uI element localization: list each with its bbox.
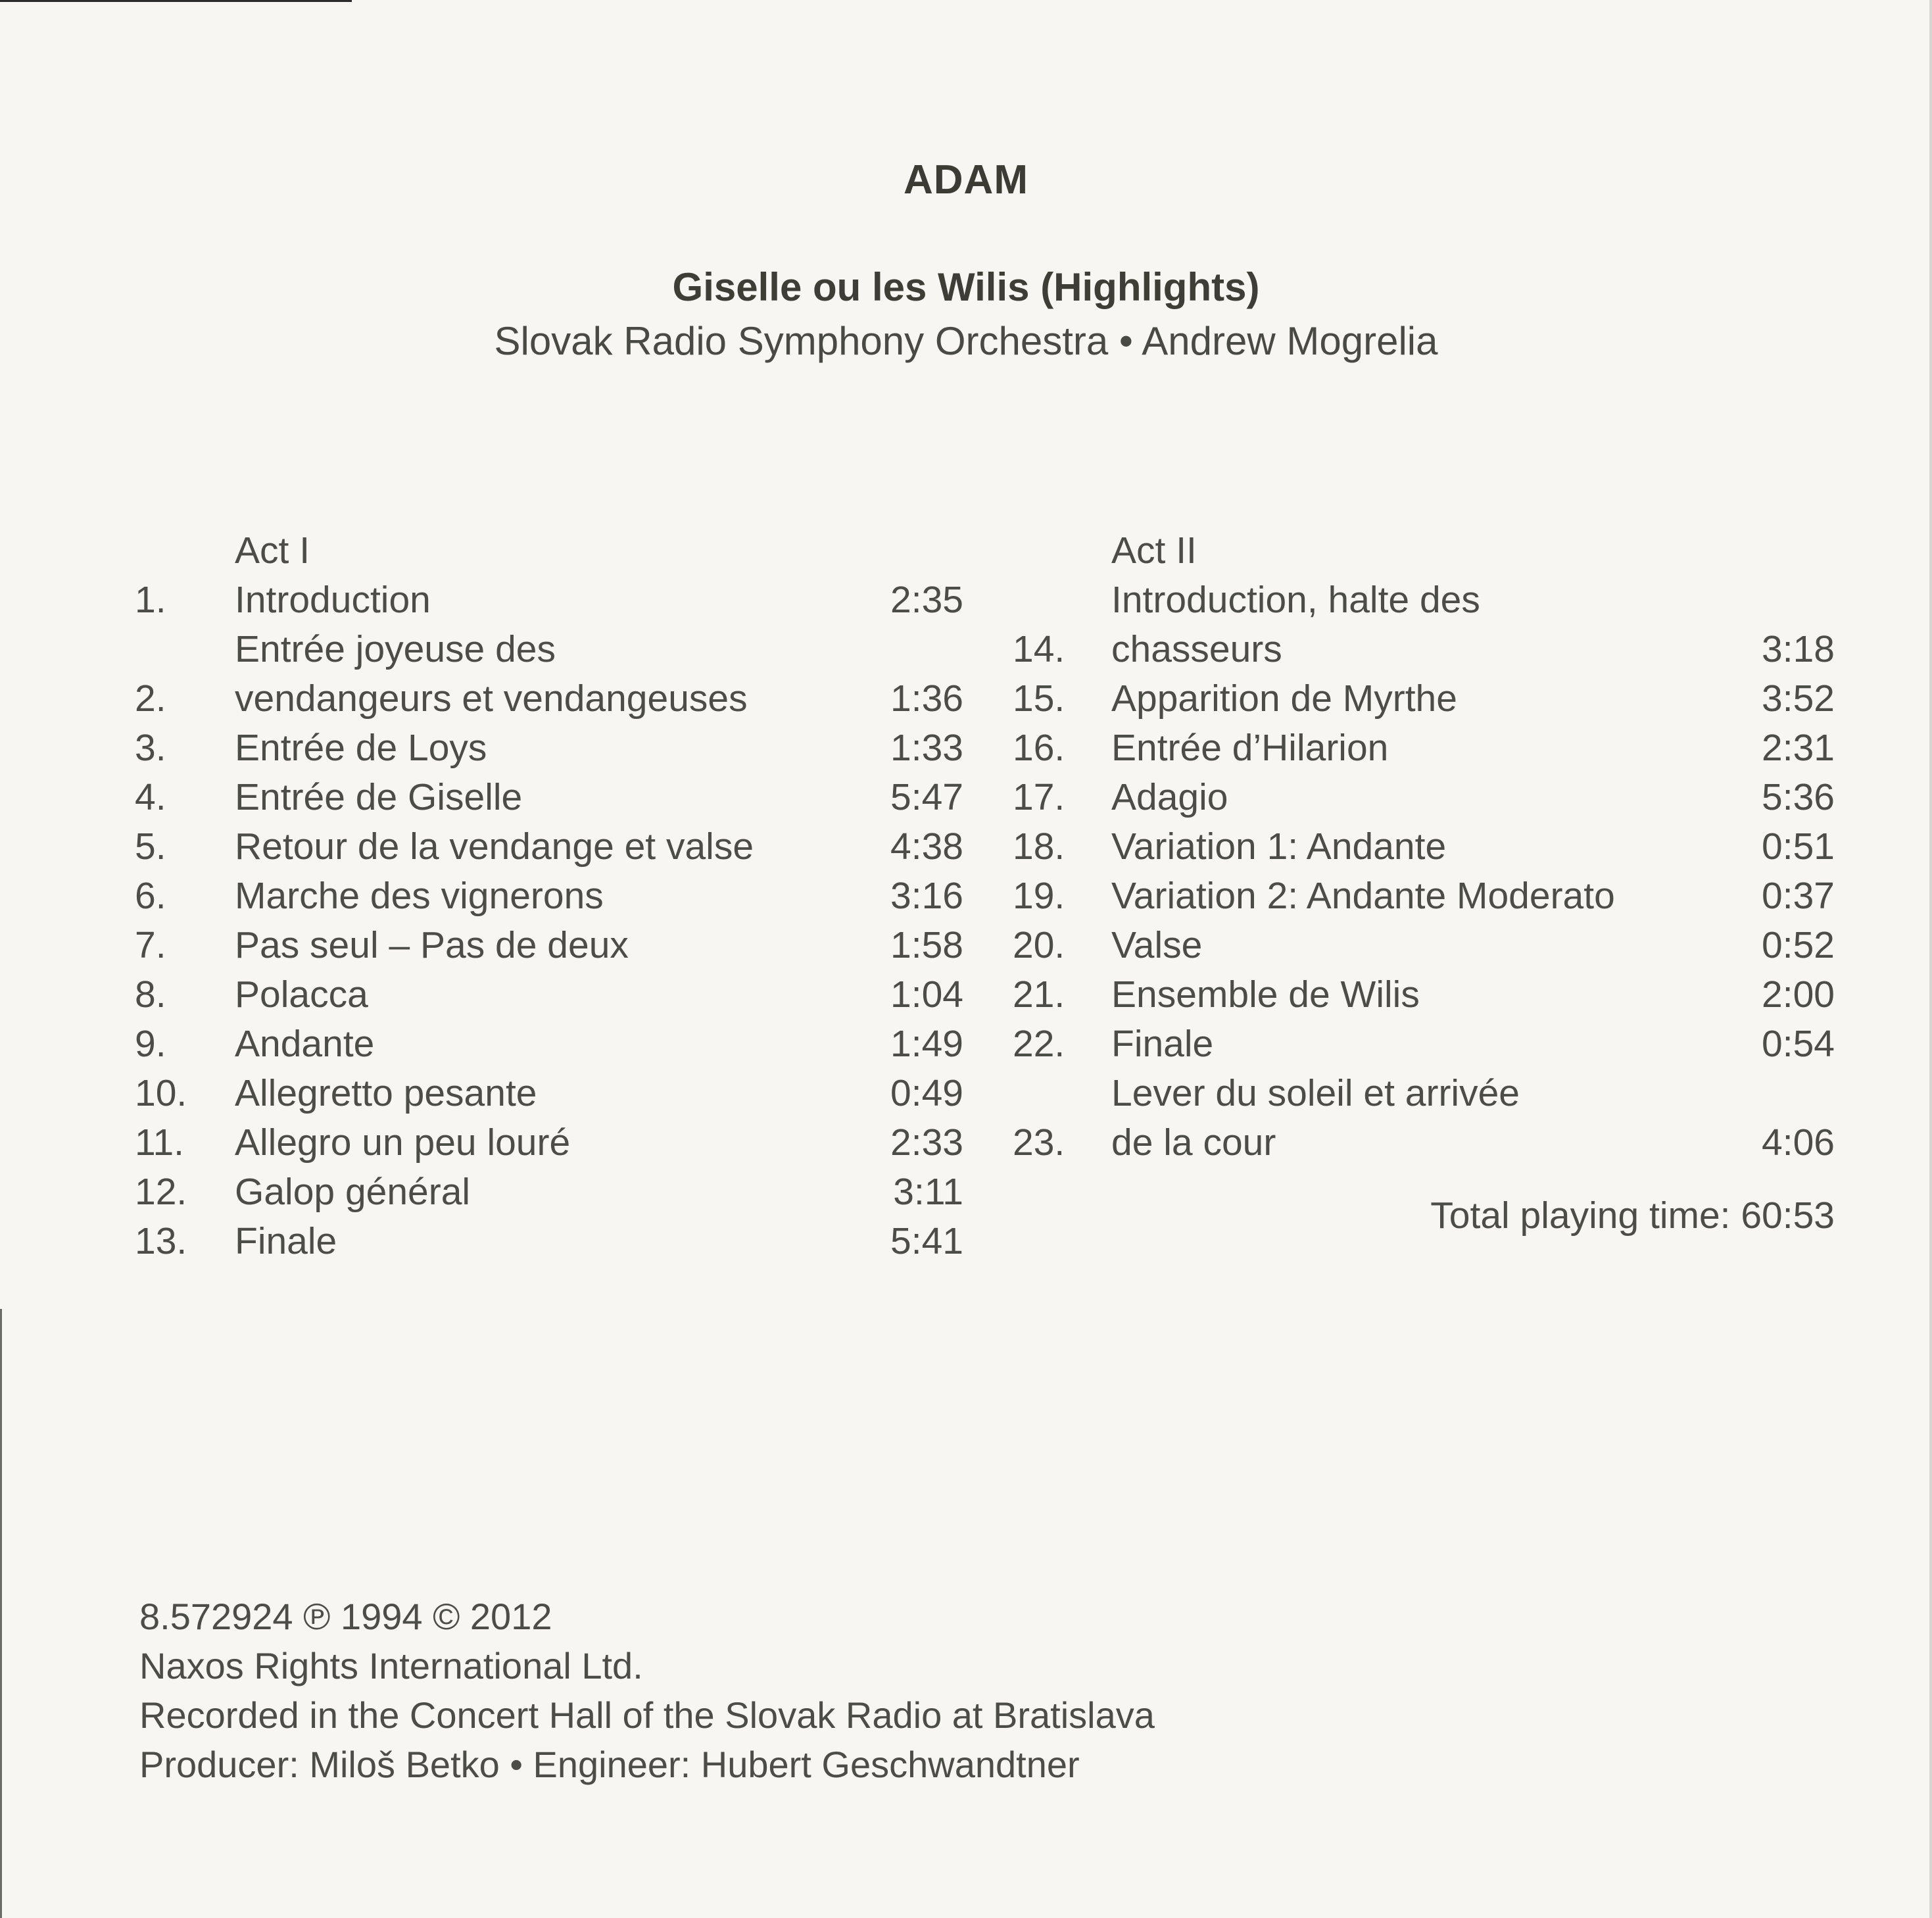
track-number: 9. (135, 1023, 166, 1065)
track-number: 7. (135, 924, 166, 966)
track-number: 4. (135, 776, 166, 818)
track-title-line: Entrée joyeuse des (235, 628, 556, 670)
track-title-line: Variation 2: Andante Moderato (1111, 875, 1615, 917)
track-title (235, 724, 852, 773)
track-title (235, 625, 852, 724)
track-number: 17. (1013, 776, 1065, 818)
track-title-line: Variation 1: Andante (1111, 825, 1447, 868)
track-duration: 1:58 (890, 924, 963, 966)
track-title (235, 822, 852, 872)
track-row (135, 773, 963, 822)
track-row (1013, 1020, 1835, 1069)
track-number: 16. (1013, 727, 1065, 769)
track-row (135, 1217, 963, 1266)
track-title (1111, 674, 1723, 724)
track-duration: 0:54 (1762, 1023, 1835, 1065)
track-row (1013, 872, 1835, 921)
track-row (135, 1168, 963, 1217)
track-number: 14. (1013, 628, 1065, 670)
track-duration: 4:06 (1762, 1121, 1835, 1164)
track-row (135, 970, 963, 1020)
track-title-line: Allegro un peu louré (235, 1121, 571, 1164)
track-duration: 2:35 (890, 579, 963, 621)
act-1-tracklist (135, 526, 963, 1266)
track-title (1111, 822, 1723, 872)
track-number: 12. (135, 1171, 187, 1213)
track-number: 19. (1013, 875, 1065, 917)
track-number: 5. (135, 825, 166, 868)
track-number: 18. (1013, 825, 1065, 868)
recording-location-line: Recorded in the Concert Hall of the Slovak Radio at Bratislava (139, 1694, 1155, 1736)
track-title (1111, 970, 1723, 1020)
track-title (235, 1069, 852, 1118)
track-row (135, 1020, 963, 1069)
performers-line: Slovak Radio Symphony Orchestra • Andrew Mogrelia (494, 319, 1438, 363)
track-row (1013, 674, 1835, 724)
track-row (135, 724, 963, 773)
track-duration: 4:38 (890, 825, 963, 868)
credits-block (139, 1592, 1155, 1789)
track-row (135, 822, 963, 872)
track-title (1111, 872, 1723, 921)
track-duration: 3:18 (1762, 628, 1835, 670)
track-duration: 2:33 (890, 1121, 963, 1164)
track-duration: 0:52 (1762, 924, 1835, 966)
track-title (235, 576, 852, 625)
track-title-line: Entrée de Loys (235, 727, 487, 769)
track-number: 21. (1013, 973, 1065, 1016)
track-title-line: Lever du soleil et arrivée (1111, 1072, 1520, 1114)
track-title-line: Polacca (235, 973, 368, 1016)
track-duration: 5:36 (1762, 776, 1835, 818)
track-duration: 0:51 (1762, 825, 1835, 868)
track-row (1013, 773, 1835, 822)
track-title (235, 1118, 852, 1168)
catalog-line: 8.572924 ℗ 1994 © 2012 (139, 1596, 552, 1637)
track-title (235, 970, 852, 1020)
track-title-line: Marche des vignerons (235, 875, 604, 917)
track-title-line: Valse (1111, 924, 1203, 966)
track-title-line: de la cour (1111, 1121, 1276, 1164)
producer-engineer-line: Producer: Miloš Betko • Engineer: Hubert Geschwandtner (139, 1744, 1080, 1785)
track-duration: 5:47 (890, 776, 963, 818)
act-1-heading: Act I (235, 529, 310, 572)
track-title-line: Introduction, halte des (1111, 579, 1480, 621)
track-title-line: Pas seul – Pas de deux (235, 924, 629, 966)
track-title (1111, 773, 1723, 822)
track-title-line: Finale (1111, 1023, 1214, 1065)
track-title-line: Ensemble de Wilis (1111, 973, 1420, 1016)
track-duration: 3:16 (890, 875, 963, 917)
track-row (1013, 921, 1835, 970)
track-duration: 3:11 (893, 1171, 963, 1213)
composer-title: ADAM (904, 157, 1028, 203)
track-title (1111, 921, 1723, 970)
track-duration: 1:36 (890, 677, 963, 720)
track-number: 15. (1013, 677, 1065, 720)
track-row (135, 576, 963, 625)
total-playing-time: Total playing time: 60:53 (1430, 1194, 1835, 1237)
track-duration: 1:49 (890, 1023, 963, 1065)
track-title-line: vendangeurs et vendangeuses (235, 677, 748, 720)
track-title-line: Galop général (235, 1171, 471, 1213)
work-title: Giselle ou les Wilis (Highlights) (672, 265, 1260, 309)
scan-edge-left (0, 1309, 2, 1918)
track-number: 10. (135, 1072, 187, 1114)
track-number: 1. (135, 579, 166, 621)
track-duration: 2:31 (1762, 727, 1835, 769)
track-duration: 3:52 (1762, 677, 1835, 720)
track-number: 3. (135, 727, 166, 769)
rights-line: Naxos Rights International Ltd. (139, 1645, 643, 1686)
track-duration: 0:49 (890, 1072, 963, 1114)
track-row (135, 625, 963, 724)
track-duration: 5:41 (890, 1220, 963, 1262)
track-title (235, 921, 852, 970)
track-title-line: chasseurs (1111, 628, 1282, 670)
track-row (135, 872, 963, 921)
track-duration: 1:33 (890, 727, 963, 769)
track-title (235, 872, 852, 921)
track-title (1111, 1069, 1723, 1168)
track-title (235, 1020, 852, 1069)
track-title-line: Finale (235, 1220, 337, 1262)
track-duration: 1:04 (890, 973, 963, 1016)
track-number: 23. (1013, 1121, 1065, 1164)
track-title (1111, 576, 1723, 674)
act-2-heading: Act II (1111, 529, 1197, 572)
track-title (235, 773, 852, 822)
scan-edge-top (0, 0, 352, 2)
track-duration: 2:00 (1762, 973, 1835, 1016)
track-title-line: Retour de la vendange et valse (235, 825, 754, 868)
track-title (235, 1168, 852, 1217)
track-row (135, 921, 963, 970)
track-title-line: Entrée de Giselle (235, 776, 523, 818)
track-title (235, 1217, 852, 1266)
track-row (1013, 822, 1835, 872)
track-number: 13. (135, 1220, 187, 1262)
track-number: 6. (135, 875, 166, 917)
track-row (1013, 576, 1835, 674)
track-duration: 0:37 (1762, 875, 1835, 917)
track-row (135, 1118, 963, 1168)
track-title (1111, 724, 1723, 773)
track-title (1111, 1020, 1723, 1069)
track-title-line: Introduction (235, 579, 431, 621)
track-number: 20. (1013, 924, 1065, 966)
track-row (1013, 970, 1835, 1020)
track-row (135, 1069, 963, 1118)
track-title-line: Apparition de Myrthe (1111, 677, 1457, 720)
track-title-line: Allegretto pesante (235, 1072, 537, 1114)
track-number: 8. (135, 973, 166, 1016)
track-number: 22. (1013, 1023, 1065, 1065)
act-2-tracklist (1013, 526, 1835, 1241)
track-number: 11. (135, 1121, 185, 1164)
track-title-line: Entrée d’Hilarion (1111, 727, 1389, 769)
track-row (1013, 724, 1835, 773)
track-row (1013, 1069, 1835, 1168)
track-title-line: Andante (235, 1023, 375, 1065)
track-title-line: Adagio (1111, 776, 1228, 818)
track-number: 2. (135, 677, 166, 720)
